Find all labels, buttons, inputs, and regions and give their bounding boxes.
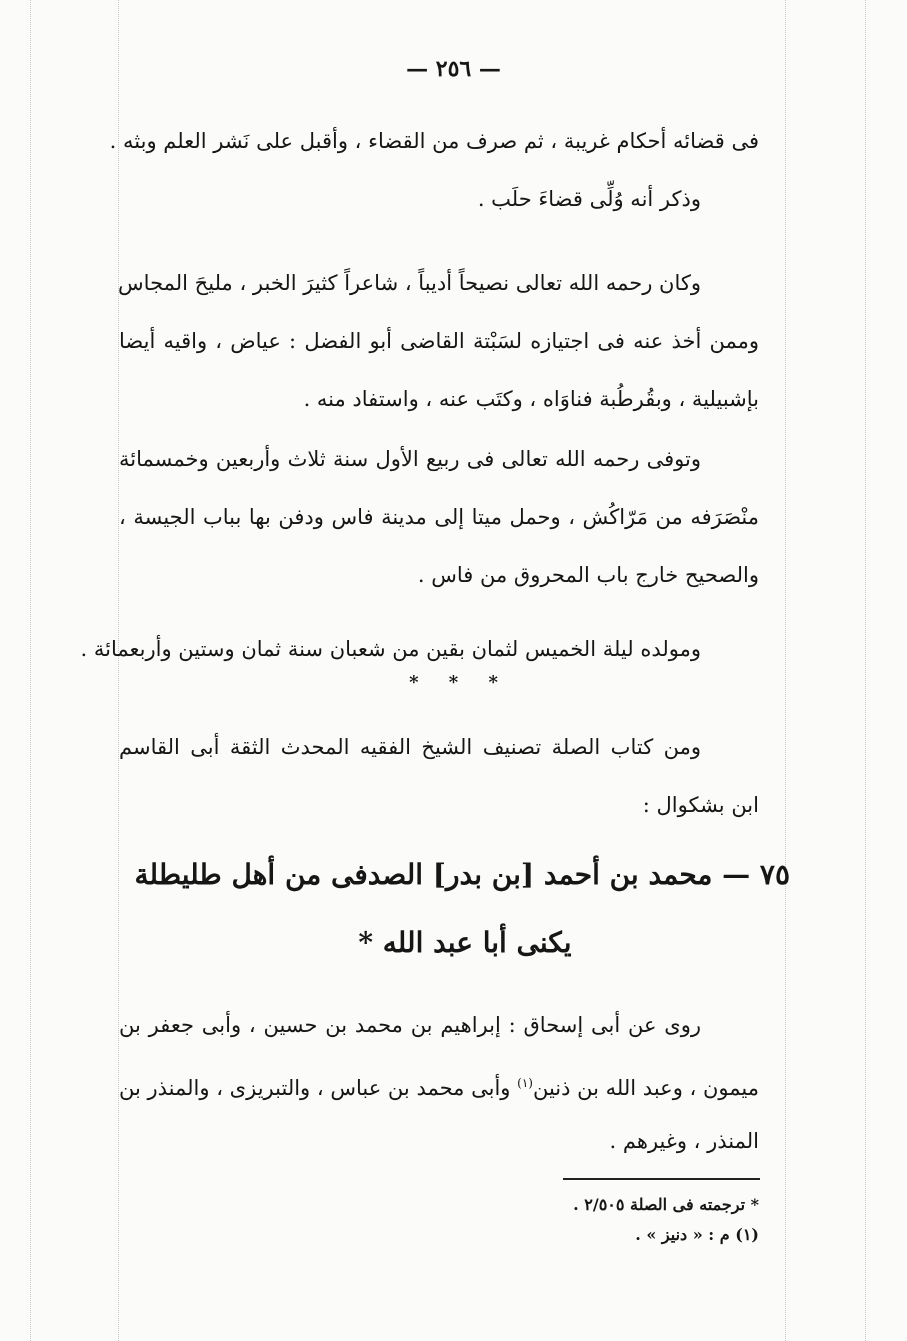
text-line <box>119 1054 759 1112</box>
text-line: المنذر ، وغيرهم . <box>609 1129 759 1153</box>
paragraph-2 <box>119 254 759 428</box>
text-line: ومن كتاب الصلة تصنيف الشيخ الفقيه المحدث الثقة أبى القاسم <box>119 735 701 759</box>
text-line: والصحيح خارج باب المحروق من فاس . <box>417 563 759 587</box>
footnotes <box>573 1190 759 1250</box>
text-line: روى عن أبى إسحاق : إبراهيم بن محمد بن حسين ، وأبى جعفر بن <box>119 1013 701 1037</box>
page-number: — ٢٥٦ — <box>406 56 501 82</box>
text-line: منْصَرَفه من مَرّاكُش ، وحمل ميتا إلى مدينة فاس ودفن بها بباب الجيسة ، <box>119 505 759 529</box>
paragraph-3 <box>119 430 759 604</box>
paragraph-6 <box>119 996 759 1170</box>
text-line: ومولده ليلة الخميس لثمان بقين من شعبان سنة ثمان وستين وأربعمائة . <box>80 637 701 661</box>
footnote: * ترجمته فى الصلة ٢/٥٠٥ . <box>573 1195 759 1214</box>
paragraph-5 <box>119 718 759 834</box>
text-line: وممن أخذ عنه فى اجتيازه لسَبْتة القاضى أبو الفضل : عياض ، واقيه أيضا <box>119 329 759 353</box>
scan-guide-line <box>30 0 31 1341</box>
footnote: (١) م : « دنيز » . <box>635 1225 759 1244</box>
text-line: وكان رحمه الله تعالى نصيحاً أديباً ، شاعراً كثيرَ الخبر ، مليحَ المجاس <box>118 271 701 295</box>
text-line: وتوفى رحمه الله تعالى فى ربيع الأول سنة ثلاث وأربعين وخمسمائة <box>119 447 701 471</box>
paragraph-1 <box>109 112 759 228</box>
text-line: بإشبيلية ، وبقُرطُبة فناوَاه ، وكتَب عنه ، واستفاد منه . <box>303 387 759 411</box>
footnote-reference: (١) <box>517 1076 533 1090</box>
text-segment: وأبى محمد بن عباس ، والتبريزى ، والمنذر بن <box>119 1076 518 1100</box>
scan-guide-line <box>785 0 786 1341</box>
footnote-divider <box>563 1178 760 1180</box>
scan-guide-line <box>865 0 866 1341</box>
section-separator: * * * <box>409 672 498 693</box>
text-line: ابن بشكوال : <box>642 793 759 817</box>
entry-heading-line-2: يكنى أبا عبد الله * <box>358 926 572 959</box>
text-line: فى قضائه أحكام غريبة ، ثم صرف من القضاء ، وأقبل على نَشر العلم وبثه . <box>109 129 759 153</box>
entry-heading-line-1: ٧٥ — محمد بن أحمد [بن بدر] الصدفى من أهل طليطلة <box>134 858 790 891</box>
text-segment: ميمون ، وعبد الله بن ذنين <box>532 1076 759 1100</box>
paragraph-4 <box>80 620 759 678</box>
text-line: وذكر أنه وُلِّى قضاءَ حلَب . <box>477 187 701 211</box>
